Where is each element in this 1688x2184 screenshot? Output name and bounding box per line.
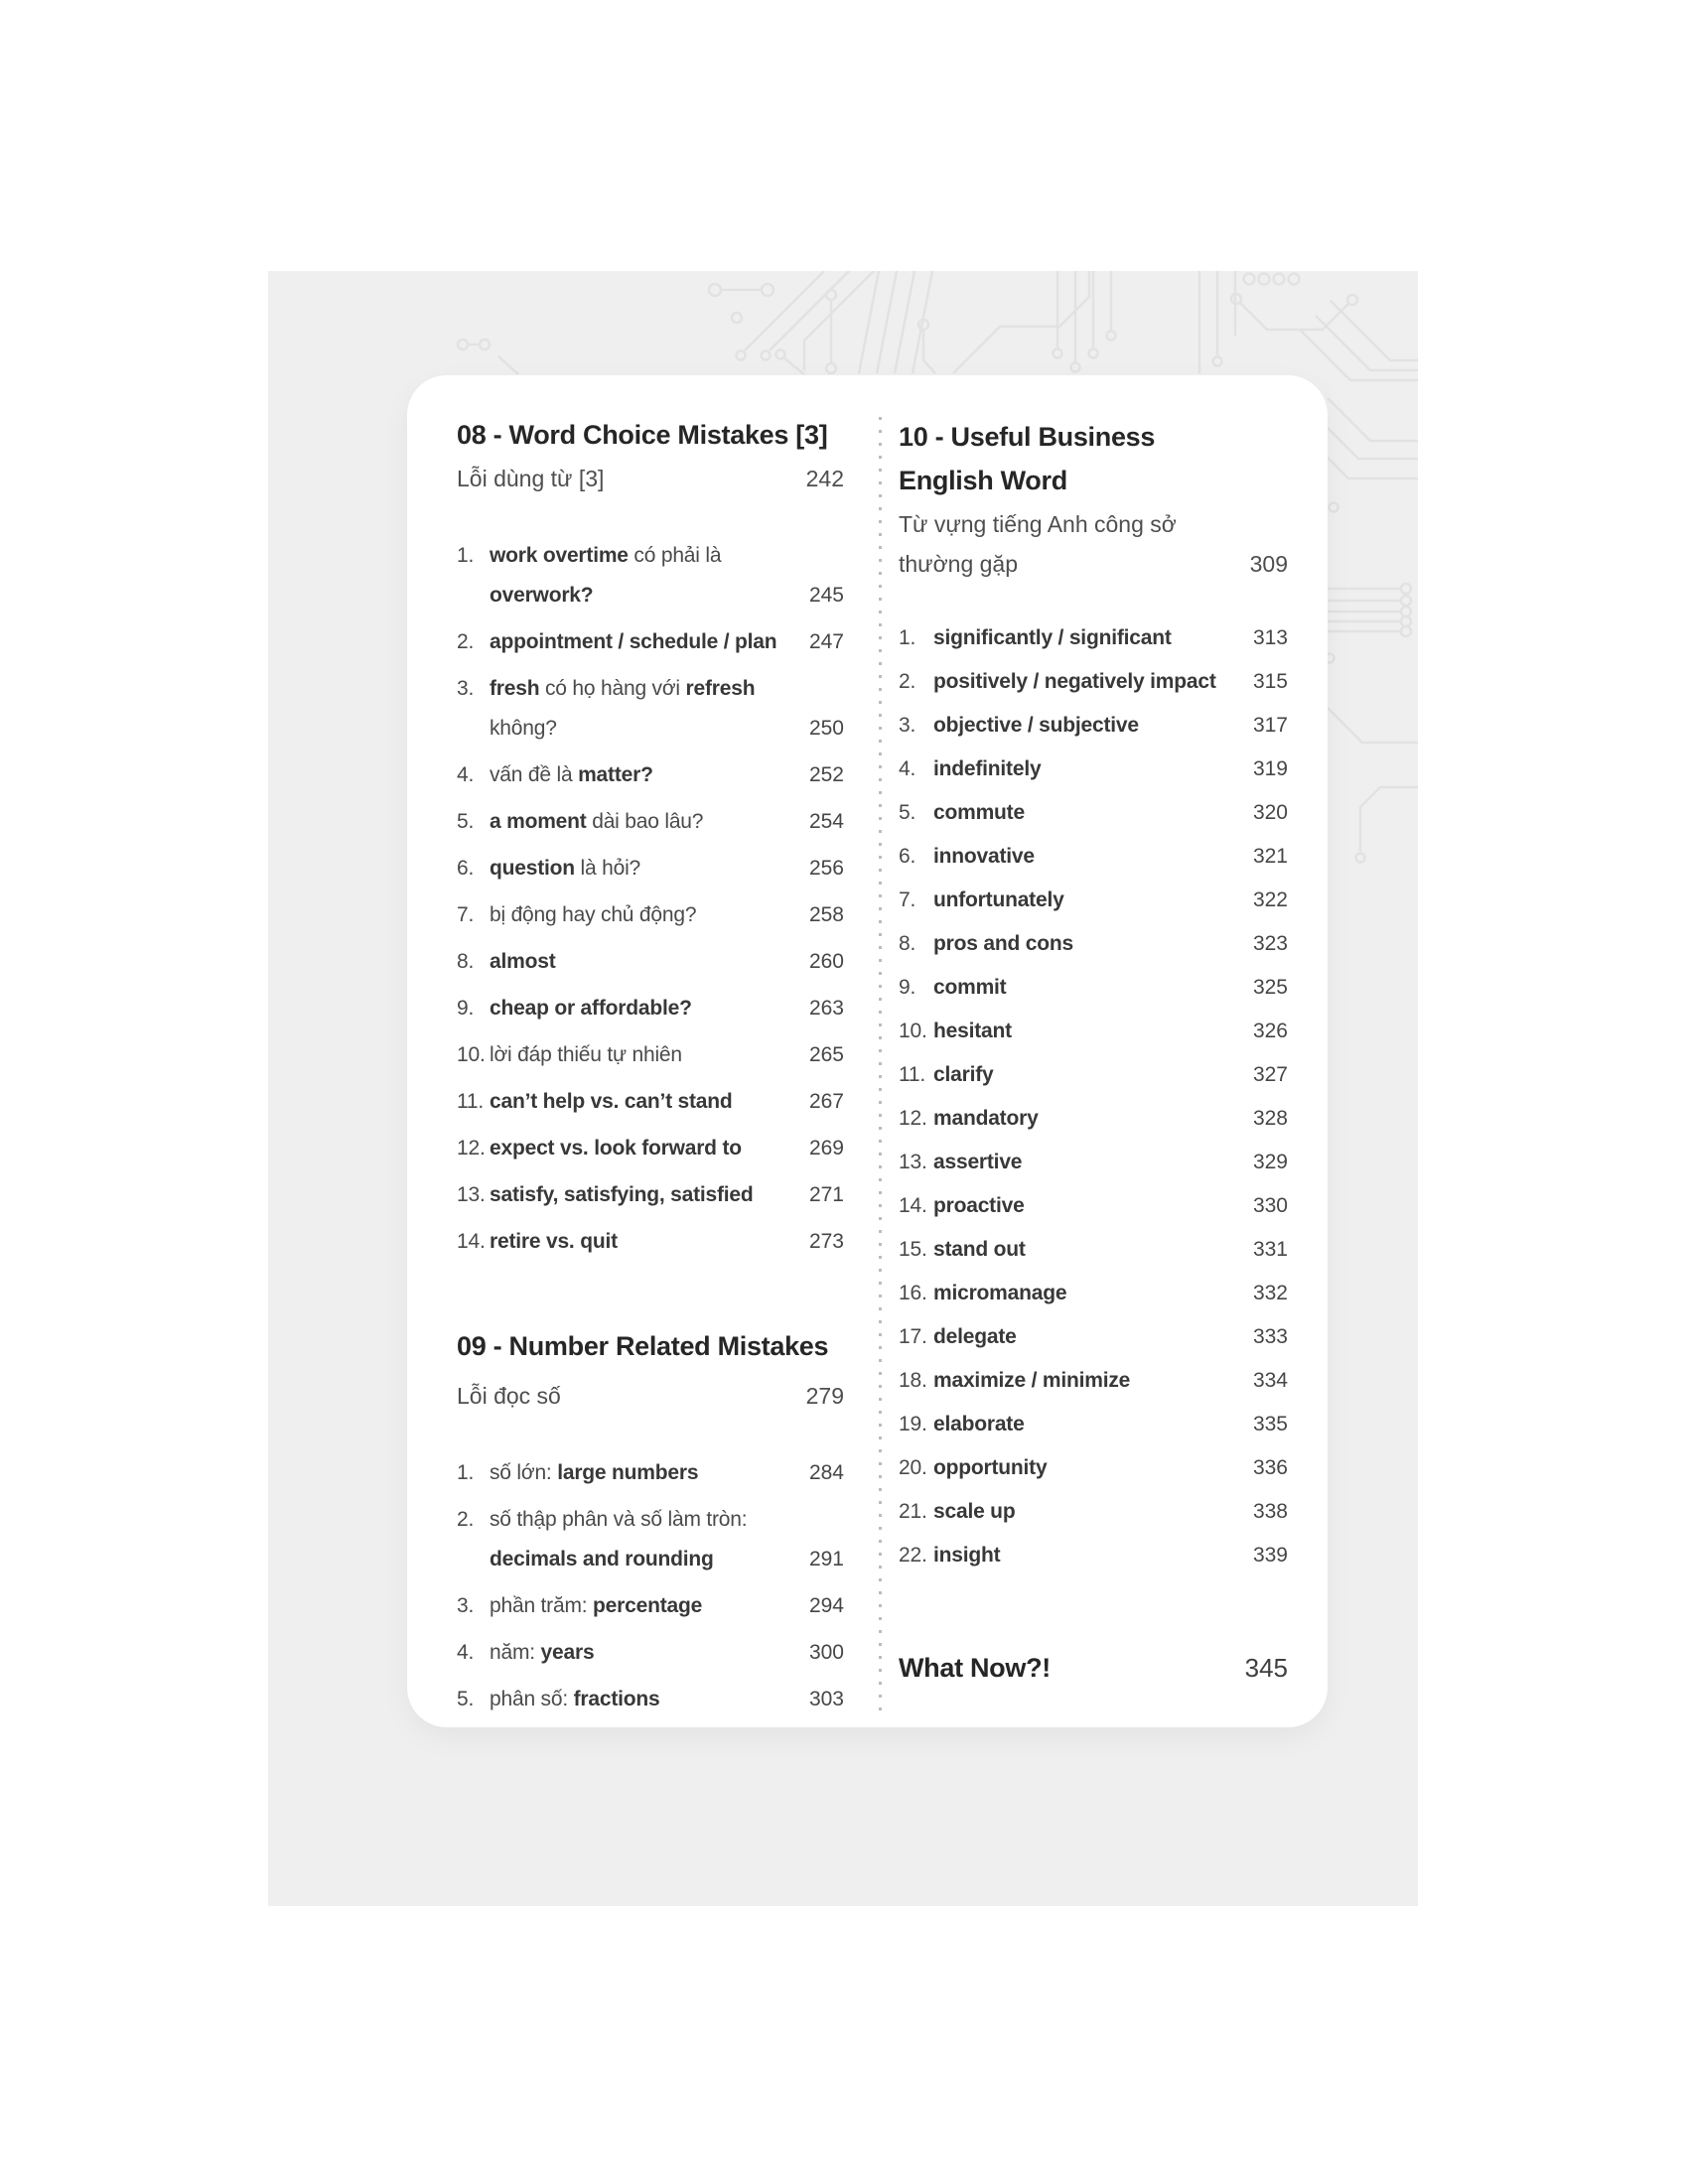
- item-text: phân số:: [490, 1688, 574, 1710]
- item-number: 6.: [457, 857, 475, 880]
- toc-item: [899, 1100, 1288, 1138]
- page-number: 294: [808, 1594, 844, 1617]
- page-number: 336: [1252, 1456, 1288, 1479]
- item-term: fractions: [573, 1688, 660, 1710]
- toc-item: [899, 1537, 1288, 1574]
- item-term: clarify: [933, 1063, 994, 1086]
- page-number: 247: [808, 630, 844, 653]
- item-number: 6.: [899, 845, 916, 868]
- item-term: cheap or affordable?: [490, 997, 692, 1020]
- item-number: 10.: [457, 1043, 486, 1066]
- item-number: 2.: [457, 630, 475, 653]
- item-line: [933, 1537, 1288, 1574]
- item-line: [933, 1100, 1288, 1138]
- item-line: [490, 1540, 844, 1579]
- item-number: 7.: [457, 903, 475, 926]
- page-number: 256: [808, 857, 844, 880]
- item-term: retire vs. quit: [490, 1230, 618, 1253]
- item-text: số lớn:: [490, 1461, 558, 1484]
- item-line: [490, 669, 844, 709]
- toc-item: [899, 663, 1288, 701]
- item-line: [490, 989, 844, 1028]
- page-number: 245: [808, 584, 844, 607]
- item-line: [490, 1500, 844, 1540]
- item-line: [490, 895, 844, 935]
- toc-item: [457, 1222, 844, 1262]
- toc-list: [899, 619, 1288, 1574]
- page-number: 320: [1252, 801, 1288, 824]
- page-number: 300: [808, 1641, 844, 1664]
- item-line: [933, 969, 1288, 1007]
- item-line: [490, 755, 844, 795]
- item-term: innovative: [933, 845, 1035, 868]
- item-term: commute: [933, 801, 1025, 824]
- page-number: 291: [808, 1548, 844, 1570]
- item-term: pros and cons: [933, 932, 1073, 955]
- item-term: question: [490, 857, 575, 880]
- item-line: [490, 1586, 844, 1626]
- item-term: appointment / schedule / plan: [490, 630, 777, 653]
- item-number: 15.: [899, 1238, 927, 1261]
- item-line: [933, 1449, 1288, 1487]
- item-line: [490, 849, 844, 888]
- toc-item: [899, 1318, 1288, 1356]
- toc-item: [457, 1633, 844, 1673]
- item-line: [933, 1493, 1288, 1531]
- section-title: 10 - Useful Business: [899, 422, 1156, 452]
- item-line: [933, 1406, 1288, 1443]
- column-divider: [879, 417, 882, 1713]
- item-text: không?: [490, 717, 557, 740]
- toc-item: [899, 751, 1288, 788]
- toc-item: [457, 989, 844, 1028]
- item-number: 13.: [457, 1183, 486, 1206]
- page-number: 338: [1252, 1500, 1288, 1523]
- page-number: 330: [1252, 1194, 1288, 1217]
- item-term: overwork?: [490, 584, 594, 607]
- item-line: [490, 1453, 844, 1493]
- item-term: delegate: [933, 1325, 1017, 1348]
- page-number: 254: [808, 810, 844, 833]
- item-number: 5.: [457, 1688, 475, 1710]
- toc-item: [457, 536, 844, 615]
- page-number: 317: [1252, 714, 1288, 737]
- toc-card: [407, 375, 1328, 1727]
- page-number: 332: [1252, 1282, 1288, 1304]
- item-term: stand out: [933, 1238, 1026, 1261]
- page-number: 284: [808, 1461, 844, 1484]
- toc-item: [899, 882, 1288, 919]
- page-number: 329: [1252, 1151, 1288, 1173]
- item-number: 4.: [899, 757, 916, 780]
- item-line: [933, 1231, 1288, 1269]
- section-title: 09 - Number Related Mistakes: [457, 1331, 829, 1361]
- item-term: refresh: [685, 677, 756, 700]
- item-number: 11.: [899, 1063, 926, 1086]
- page-number: 345: [1244, 1653, 1288, 1683]
- page-number: 321: [1252, 845, 1288, 868]
- toc-item: [457, 1082, 844, 1122]
- page-number: 267: [808, 1090, 844, 1113]
- item-term: objective / subjective: [933, 714, 1139, 737]
- page-number: 273: [808, 1230, 844, 1253]
- section-subtitle: [457, 461, 844, 496]
- toc-item: [899, 1275, 1288, 1312]
- toc-item: [899, 1056, 1288, 1094]
- item-term: proactive: [933, 1194, 1025, 1217]
- item-line: [490, 576, 844, 615]
- toc-section: [457, 1326, 844, 1719]
- item-term: years: [540, 1641, 595, 1664]
- toc-list: [457, 536, 844, 1262]
- item-term: expect vs. look forward to: [490, 1137, 742, 1160]
- item-text: là hỏi?: [574, 857, 641, 880]
- page-number: 339: [1252, 1544, 1288, 1567]
- toc-item: [899, 1362, 1288, 1400]
- item-line: [490, 1633, 844, 1673]
- page-number: 313: [1252, 626, 1288, 649]
- toc-item: [457, 1453, 844, 1493]
- toc-item: [457, 669, 844, 749]
- item-term: matter?: [578, 763, 653, 786]
- toc-item: [899, 619, 1288, 657]
- item-number: 5.: [899, 801, 916, 824]
- item-term: satisfy, satisfying, satisfied: [490, 1183, 754, 1206]
- item-number: 8.: [457, 950, 475, 973]
- toc-list: [457, 1453, 844, 1719]
- item-text: vấn đề là: [490, 763, 579, 786]
- item-line: [490, 1175, 844, 1215]
- toc-item: [457, 1035, 844, 1075]
- item-line: [933, 1318, 1288, 1356]
- item-term: commit: [933, 976, 1007, 999]
- item-number: 13.: [899, 1151, 927, 1173]
- item-number: 5.: [457, 810, 475, 833]
- item-number: 8.: [899, 932, 916, 955]
- item-term: elaborate: [933, 1413, 1025, 1435]
- page-number: 242: [805, 466, 844, 491]
- toc-item: [457, 1586, 844, 1626]
- subtitle-text: thường gặp: [899, 551, 1019, 577]
- item-text: phần trăm:: [490, 1594, 594, 1617]
- item-number: 22.: [899, 1544, 927, 1567]
- item-line: [490, 1222, 844, 1262]
- toc-item: [457, 1129, 844, 1168]
- page-number: 271: [808, 1183, 844, 1206]
- item-term: maximize / minimize: [933, 1369, 1131, 1392]
- page-number: 260: [808, 950, 844, 973]
- item-term: almost: [490, 950, 556, 973]
- item-term: micromanage: [933, 1282, 1067, 1304]
- section-title: 08 - Word Choice Mistakes [3]: [457, 420, 828, 450]
- toc-item: [899, 1493, 1288, 1531]
- item-line: [933, 1275, 1288, 1312]
- page-number: 250: [808, 717, 844, 740]
- page-number: 258: [808, 903, 844, 926]
- item-number: 20.: [899, 1456, 927, 1479]
- item-line: [490, 709, 844, 749]
- item-text: có phải là: [628, 544, 722, 567]
- page-number: 319: [1252, 757, 1288, 780]
- page-number: 269: [808, 1137, 844, 1160]
- page-number: 315: [1252, 670, 1288, 693]
- item-line: [933, 707, 1288, 745]
- toc-item: [899, 1449, 1288, 1487]
- item-term: a moment: [490, 810, 587, 833]
- item-text: số thập phân và số làm tròn:: [490, 1508, 748, 1531]
- toc-item: [899, 794, 1288, 832]
- item-line: [933, 1362, 1288, 1400]
- page-number: 309: [1249, 551, 1288, 577]
- item-term: positively / negatively impact: [933, 670, 1216, 693]
- section-subtitle: [899, 544, 1288, 584]
- item-number: 3.: [457, 677, 475, 700]
- page-number: 333: [1252, 1325, 1288, 1348]
- item-number: 16.: [899, 1282, 927, 1304]
- item-line: [490, 1035, 844, 1075]
- item-line: [490, 942, 844, 982]
- footer-title: What Now?!: [899, 1653, 1051, 1683]
- page-number: 265: [808, 1043, 844, 1066]
- section-subtitle: [899, 504, 1288, 544]
- toc-footer: [899, 1653, 1288, 1684]
- toc-column-left: [457, 375, 844, 1726]
- item-term: work overtime: [490, 544, 629, 567]
- item-number: 4.: [457, 1641, 475, 1664]
- item-line: [490, 802, 844, 842]
- item-term: fresh: [490, 677, 540, 700]
- section-title: English Word: [899, 466, 1067, 495]
- toc-item: [457, 942, 844, 982]
- page-number: 263: [808, 997, 844, 1020]
- item-number: 18.: [899, 1369, 927, 1392]
- page-number: 252: [808, 763, 844, 786]
- item-term: assertive: [933, 1151, 1023, 1173]
- toc-item: [457, 1680, 844, 1719]
- item-line: [490, 1129, 844, 1168]
- item-line: [933, 1187, 1288, 1225]
- item-number: 14.: [457, 1230, 486, 1253]
- toc-item: [899, 1231, 1288, 1269]
- page-number: 334: [1252, 1369, 1288, 1392]
- item-number: 9.: [457, 997, 475, 1020]
- item-number: 3.: [899, 714, 916, 737]
- item-term: mandatory: [933, 1107, 1039, 1130]
- toc-item: [899, 1013, 1288, 1050]
- toc-item: [899, 1406, 1288, 1443]
- toc-column-right: [899, 375, 1288, 1684]
- item-term: percentage: [593, 1594, 703, 1617]
- item-term: opportunity: [933, 1456, 1048, 1479]
- item-term: scale up: [933, 1500, 1016, 1523]
- item-number: 1.: [457, 1461, 475, 1484]
- item-line: [490, 536, 844, 576]
- item-number: 1.: [899, 626, 916, 649]
- toc-item: [457, 849, 844, 888]
- toc-section: [457, 415, 844, 1262]
- item-line: [933, 1056, 1288, 1094]
- item-number: 14.: [899, 1194, 927, 1217]
- page-number: 279: [805, 1383, 844, 1409]
- page-number: 335: [1252, 1413, 1288, 1435]
- item-line: [933, 1013, 1288, 1050]
- item-term: insight: [933, 1544, 1001, 1567]
- page-number: 326: [1252, 1020, 1288, 1042]
- toc-item: [899, 969, 1288, 1007]
- background-panel: [268, 271, 1418, 1906]
- item-text: bị động hay chủ động?: [490, 903, 697, 926]
- item-term: large numbers: [557, 1461, 699, 1484]
- subtitle-text: Lỗi đọc số: [457, 1383, 561, 1409]
- item-term: unfortunately: [933, 888, 1064, 911]
- item-number: 21.: [899, 1500, 927, 1523]
- item-line: [933, 663, 1288, 701]
- page-number: 327: [1252, 1063, 1288, 1086]
- page-number: 303: [808, 1688, 844, 1710]
- item-number: 17.: [899, 1325, 927, 1348]
- item-text: dài bao lâu?: [586, 810, 704, 833]
- item-line: [933, 925, 1288, 963]
- page-number: 325: [1252, 976, 1288, 999]
- item-number: 12.: [899, 1107, 927, 1130]
- subtitle-text: Lỗi dùng từ [3]: [457, 466, 605, 491]
- item-text: lời đáp thiếu tự nhiên: [490, 1043, 682, 1066]
- item-text: năm:: [490, 1641, 541, 1664]
- toc-item: [899, 925, 1288, 963]
- page-number: 323: [1252, 932, 1288, 955]
- toc-item: [457, 1500, 844, 1579]
- page-number: 331: [1252, 1238, 1288, 1261]
- toc-item: [457, 1175, 844, 1215]
- toc-item: [899, 1144, 1288, 1181]
- item-number: 7.: [899, 888, 916, 911]
- page-number: 328: [1252, 1107, 1288, 1130]
- item-number: 11.: [457, 1090, 485, 1113]
- item-term: hesitant: [933, 1020, 1012, 1042]
- toc-item: [899, 707, 1288, 745]
- page-number: 322: [1252, 888, 1288, 911]
- item-line: [933, 751, 1288, 788]
- item-line: [933, 882, 1288, 919]
- item-line: [490, 1082, 844, 1122]
- toc-item: [899, 838, 1288, 876]
- item-term: significantly / significant: [933, 626, 1172, 649]
- item-line: [933, 838, 1288, 876]
- item-line: [490, 1680, 844, 1719]
- item-number: 4.: [457, 763, 475, 786]
- toc-item: [457, 622, 844, 662]
- item-term: can’t help vs. can’t stand: [490, 1090, 733, 1113]
- toc-item: [457, 755, 844, 795]
- item-number: 3.: [457, 1594, 475, 1617]
- toc-section: [899, 415, 1288, 1574]
- item-number: 1.: [457, 544, 475, 567]
- item-line: [933, 794, 1288, 832]
- item-number: 19.: [899, 1413, 927, 1435]
- item-number: 2.: [899, 670, 916, 693]
- item-text: có họ hàng với: [539, 677, 686, 700]
- item-number: 9.: [899, 976, 916, 999]
- item-number: 10.: [899, 1020, 927, 1042]
- toc-item: [457, 802, 844, 842]
- item-term: indefinitely: [933, 757, 1042, 780]
- item-number: 12.: [457, 1137, 486, 1160]
- item-line: [933, 1144, 1288, 1181]
- toc-item: [457, 895, 844, 935]
- section-subtitle: [457, 1378, 844, 1414]
- toc-item: [899, 1187, 1288, 1225]
- item-line: [933, 619, 1288, 657]
- item-number: 2.: [457, 1508, 475, 1531]
- item-line: [490, 622, 844, 662]
- item-term: decimals and rounding: [490, 1548, 714, 1570]
- subtitle-text: Từ vựng tiếng Anh công sở: [899, 511, 1177, 537]
